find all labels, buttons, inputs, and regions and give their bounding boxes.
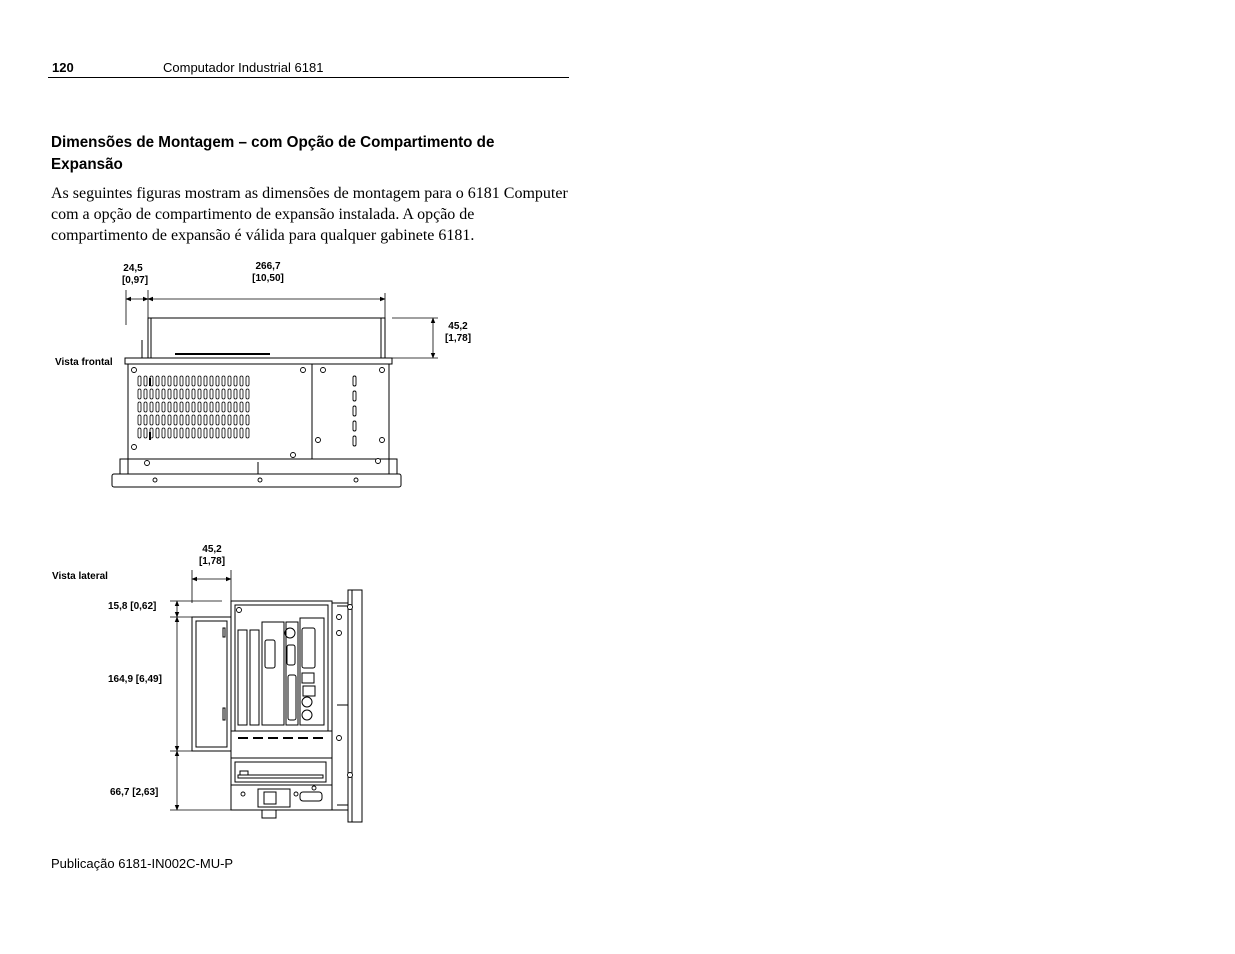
dim-left-in: [0,97] xyxy=(121,275,149,286)
header-title: Computador Industrial 6181 xyxy=(163,60,324,75)
footer-publication: Publicação 6181-IN002C-MU-P xyxy=(51,856,234,871)
side-dim-top-in: [1,78] xyxy=(198,556,226,567)
side-dim-a: 15,8 [0,62] xyxy=(108,601,157,612)
side-dim-b: 164,9 [6,49] xyxy=(108,674,162,685)
dim-left-mm: 24,5 xyxy=(123,263,143,274)
side-dim-c: 66,7 [2,63] xyxy=(110,787,159,798)
dim-width-in: [10,50] xyxy=(252,273,284,284)
page-number: 120 xyxy=(52,60,74,75)
dim-width-mm: 266,7 xyxy=(255,261,281,272)
section-title: Dimensões de Montagem – com Opção de Compartimento de Expansão xyxy=(51,134,495,173)
dim-height-mm: 45,2 xyxy=(448,321,468,332)
front-view-label: Vista frontal xyxy=(55,357,113,368)
side-view-drawing xyxy=(170,570,362,822)
side-dim-top-mm: 45,2 xyxy=(202,544,222,555)
dim-height-in: [1,78] xyxy=(444,333,472,344)
front-view-drawing xyxy=(112,290,438,487)
side-view-label: Vista lateral xyxy=(52,571,108,582)
body-paragraph: As seguintes figuras mostram as dimensões de montagem para o 6181 Computer com a opção de compartimento de expansão instalada. A opção de compartimento de expansão é válida para qualquer gabinete 6181. xyxy=(51,185,568,244)
